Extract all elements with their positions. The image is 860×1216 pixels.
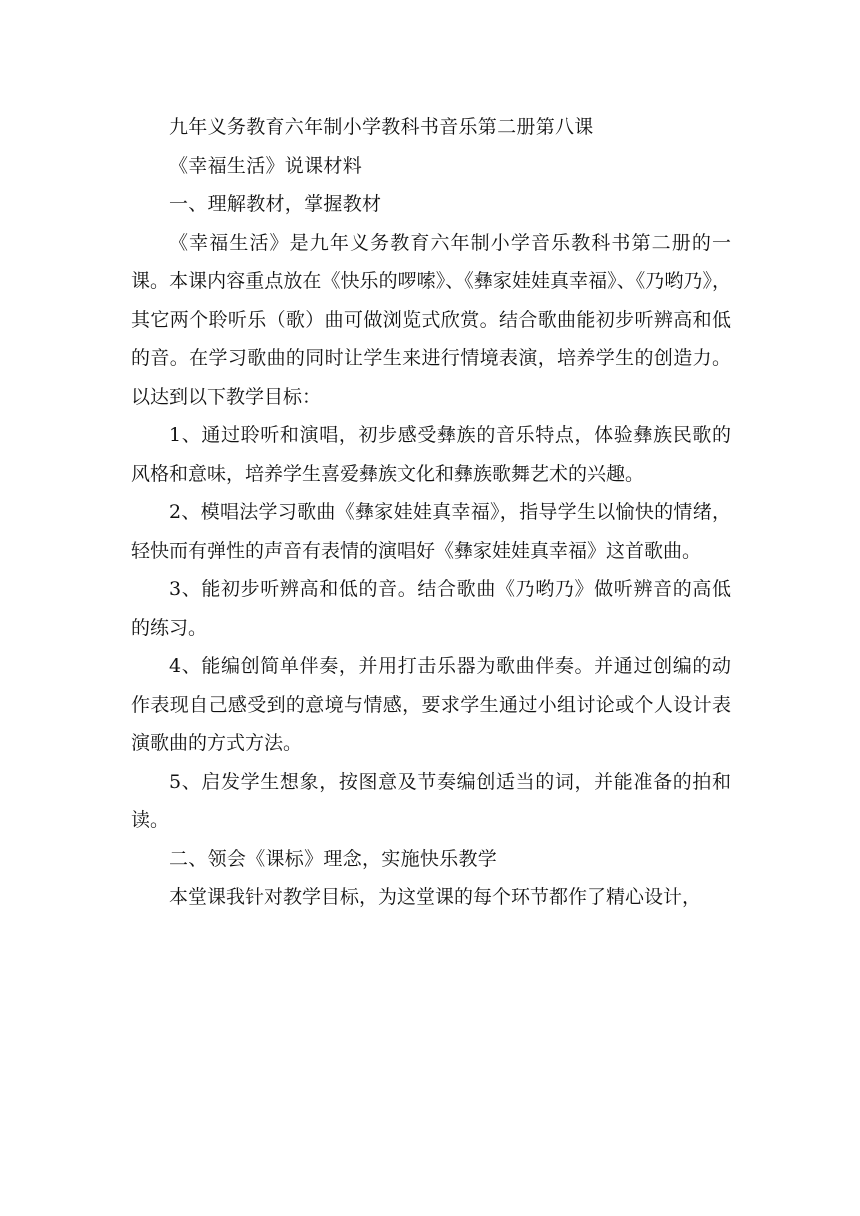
section-1-heading: 一、理解教材，掌握教材 xyxy=(169,193,382,215)
title-line-1: 九年义务教育六年制小学教科书音乐第二册第八课 xyxy=(169,116,594,138)
goal-item-4: 4、能编创简单伴奏，并用打击乐器为歌曲伴奏。并通过创编的动作表现自己感受到的意境与情感，要求学生通过小组讨论或个人设计表演歌曲的方式方法。 xyxy=(131,655,731,754)
title-line-2: 《幸福生活》说课材料 xyxy=(169,154,363,177)
goal-item-2: 2、模唱法学习歌曲《彝家娃娃真幸福》，指导学生以愉快的情绪，轻快而有弹性的声音有表情的演唱好《彝家娃娃真幸福》这首歌曲。 xyxy=(131,501,731,562)
goal-item-1: 1、通过聆听和演唱，初步感受彝族的音乐特点，体验彝族民歌的风格和意味，培养学生喜爱彝族文化和彝族歌舞艺术的兴趣。 xyxy=(131,424,731,485)
document-body xyxy=(131,108,731,917)
goal-item-3: 3、能初步听辨高和低的音。结合歌曲《乃哟乃》做听辨音的高低的练习。 xyxy=(131,578,731,639)
goal-item-5: 5、启发学生想象，按图意及节奏编创适当的词，并能准备的拍和读。 xyxy=(131,770,731,831)
paragraph-intro: 《幸福生活》是九年义务教育六年制小学音乐教科书第二册的一课。本课内容重点放在《快乐的啰嗦》、《彝家娃娃真幸福》、《乃哟乃》，其它两个聆听乐（歌）曲可做浏览式欣赏。结合歌曲能初步听辨高和低的音。在学习歌曲的同时让学生来进行情境表演，培养学生的创造力。以达到以下教学目标： xyxy=(131,231,731,408)
section-2-heading: 二、领会《课标》理念，实施快乐教学 xyxy=(169,847,498,870)
paragraph-last: 本堂课我针对教学目标，为这堂课的每个环节都作了精心设计， xyxy=(169,886,702,908)
